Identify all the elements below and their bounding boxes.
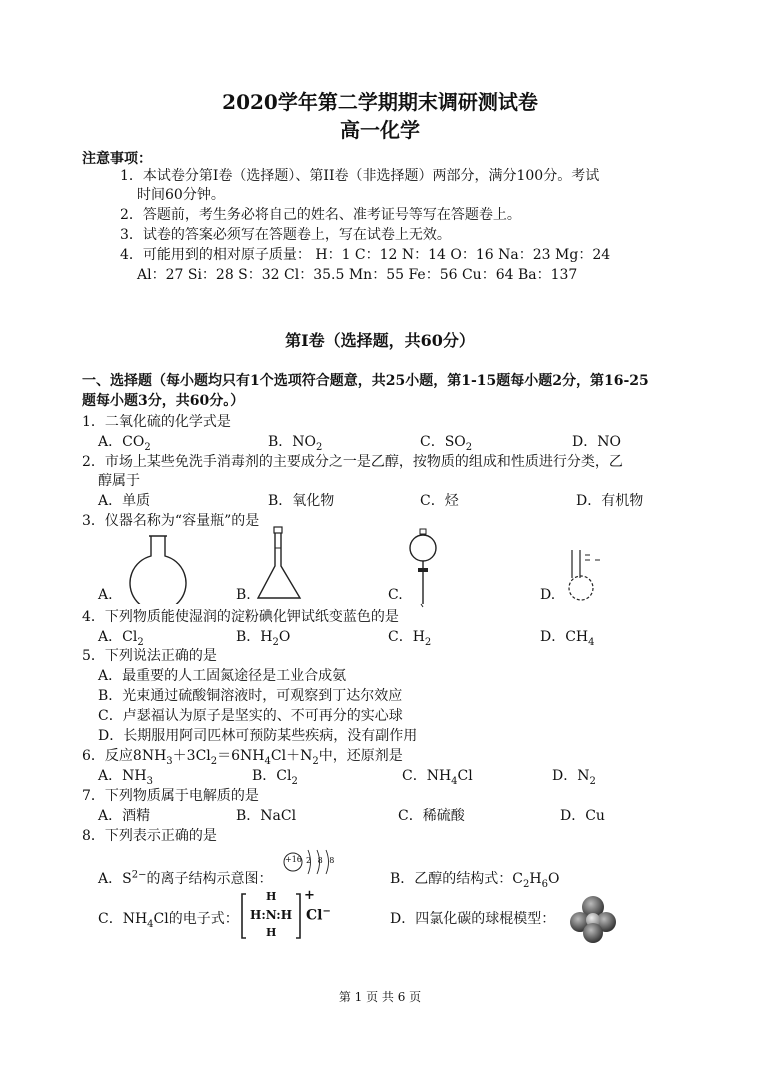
- q5-option-a: A．最重要的人工固氮途径是工业合成氨: [98, 668, 347, 684]
- q8-option-b: B．乙醇的结构式：$C_2H_6O$: [390, 871, 560, 890]
- q7-option-b: B．NaCl: [236, 808, 297, 824]
- q8-option-d: D．四氯化碳的球棍模型：: [390, 911, 556, 927]
- q8-option-a: A．$S^{2-}$的离子结构示意图：: [98, 869, 273, 887]
- section-title: 第I卷（选择题，共60分）: [285, 331, 475, 350]
- notice-item: 3．试卷的答案必须写在答题卷上，写在试卷上无效。: [120, 227, 451, 243]
- q2-option-d: D．有机物: [576, 493, 644, 509]
- q3-option-c: C.: [388, 587, 403, 603]
- q3-option-d: D.: [540, 587, 556, 603]
- lewis-plus-charge: +: [304, 888, 315, 903]
- q6-option-c: C．$NH_4Cl$: [402, 768, 473, 787]
- volumetric-flask-icon: [254, 526, 304, 604]
- lewis-middle: H:N:H: [250, 908, 293, 922]
- page-footer: 第 1 页 共 6 页: [338, 990, 422, 1004]
- sulfide-ion-diagram: [282, 846, 342, 878]
- q2-option-c: C．烃: [420, 493, 459, 509]
- q8-stem: 8．下列表示正确的是: [82, 828, 217, 844]
- q7-option-c: C．稀硫酸: [398, 808, 465, 824]
- notice-item: 时间60分钟。: [137, 187, 225, 203]
- separatory-funnel-icon: [406, 528, 440, 608]
- section-instructions: 一、选择题（每小题均只有1个选项符合题意，共25小题，第1-15题每小题2分，第16-25: [82, 373, 649, 389]
- shell-electrons: 2 8 8: [306, 856, 337, 865]
- q6-option-a: A．$NH_3$: [98, 768, 153, 787]
- q5-stem: 5．下列说法正确的是: [82, 648, 217, 664]
- notice-item: 1．本试卷分第I卷（选择题）、第II卷（非选择题）两部分，满分100分。考试: [120, 168, 600, 184]
- q4-option-c: C．$H_2$: [388, 629, 432, 648]
- q3-option-a: A.: [98, 587, 113, 603]
- ball-and-stick-model-icon: [570, 894, 616, 944]
- q2-option-b: B．氧化物: [268, 493, 335, 509]
- exam-title: 2020学年第二学期期末调研测试卷: [222, 90, 538, 114]
- q6-option-d: D．$N_2$: [552, 768, 596, 787]
- q5-option-c: C．卢瑟福认为原子是坚实的、不可再分的实心球: [98, 708, 403, 724]
- notice-heading: 注意事项：: [82, 151, 152, 167]
- q2-stem: 2．市场上某些免洗手消毒剂的主要成分之一是乙醇，按物质的组成和性质进行分类，乙: [82, 454, 623, 470]
- nucleus-charge: +16: [285, 855, 302, 864]
- notice-item: 4．可能用到的相对原子质量： H：1 C：12 N：14 O：16 Na：23 Mg：24: [120, 247, 611, 263]
- q4-option-d: D．$CH_4$: [540, 629, 595, 648]
- q8-option-c: C．$NH_4Cl$的电子式：: [98, 911, 239, 930]
- q3-option-b: B.: [236, 587, 251, 603]
- lewis-bottom-h: H: [266, 926, 277, 939]
- notice-item: 2．答题前，考生务必将自己的姓名、准考证号等写在答题卷上。: [120, 207, 521, 223]
- q6-stem: 6．反应$8NH_3+3Cl_2=6NH_4Cl+N_2$中，还原剂是: [82, 748, 403, 767]
- section-instructions: 题每小题3分，共60分。）: [82, 393, 245, 409]
- q7-option-d: D．Cu: [560, 808, 605, 824]
- q4-stem: 4．下列物质能使湿润的淀粉碘化钾试纸变蓝色的是: [82, 609, 399, 625]
- q4-option-b: B．$H_2O$: [236, 629, 291, 648]
- q2-option-a: A．单质: [98, 493, 151, 509]
- lewis-top-h: H: [266, 890, 277, 903]
- exam-subject: 高一化学: [340, 118, 420, 142]
- lewis-chloride: Cl−: [306, 906, 331, 924]
- q5-option-d: D．长期服用阿司匹林可预防某些疾病，没有副作用: [98, 728, 418, 744]
- q5-option-b: B．光束通过硫酸铜溶液时，可观察到丁达尔效应: [98, 688, 403, 704]
- ammonium-chloride-lewis-structure: [240, 888, 340, 944]
- distilling-flask-icon: [560, 548, 608, 604]
- round-bottom-flask-icon: [120, 532, 196, 604]
- q1-stem: 1．二氧化硫的化学式是: [82, 414, 231, 430]
- notice-item: Al：27 Si：28 S：32 Cl：35.5 Mn：55 Fe：56 Cu：64 Ba：137: [137, 267, 578, 283]
- q1-option-c: C．$SO_2$: [420, 434, 473, 453]
- q7-option-a: A．酒精: [98, 808, 151, 824]
- q1-option-a: A．$CO_2$: [98, 434, 151, 453]
- q4-option-a: A．$Cl_2$: [98, 629, 144, 648]
- q2-stem-cont: 醇属于: [98, 473, 140, 489]
- q7-stem: 7．下列物质属于电解质的是: [82, 788, 259, 804]
- q1-option-b: B．$NO_2$: [268, 434, 323, 453]
- q1-option-d: D．NO: [572, 434, 621, 450]
- q6-option-b: B．$Cl_2$: [252, 768, 298, 787]
- q3-stem: 3．仪器名称为“容量瓶”的是: [82, 513, 260, 529]
